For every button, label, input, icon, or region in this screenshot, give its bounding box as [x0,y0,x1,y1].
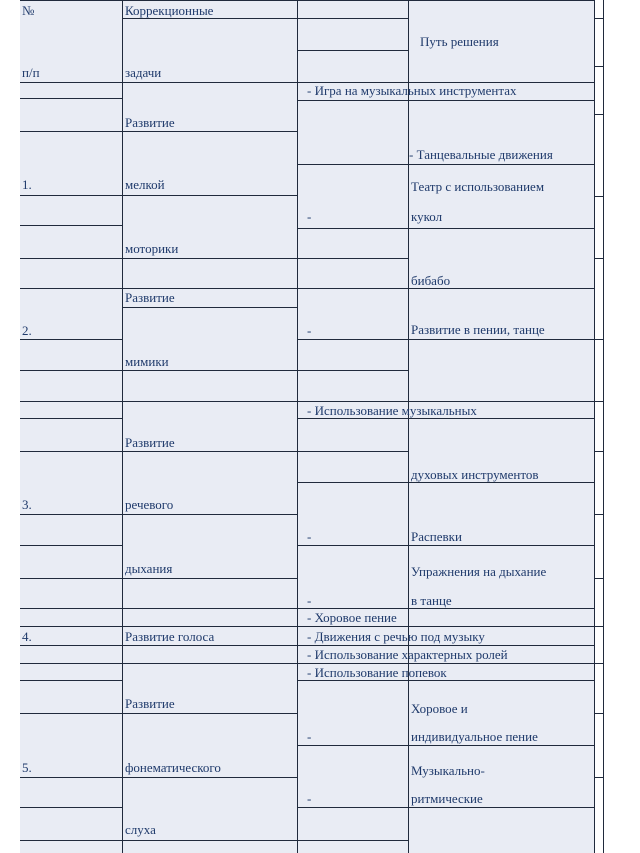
row-4-path-line-3: - Использование характерных ролей [307,647,508,662]
row-1-dash: - [307,209,312,224]
right-margin-column [595,0,603,853]
header-tasks: Коррекционные [125,3,214,18]
row-4-task-line-1: Развитие голоса [125,629,215,644]
row-3-path-line-4: Упражнения на дыхание [411,564,547,579]
row-1-path-line-2: - Танцевальные движения [409,147,553,162]
row-3-path-line-3: Распевки [411,529,462,544]
path-column [409,0,594,853]
row-4-path-line-2: - Движения с речью под музыку [307,629,485,644]
row-4-num: 4. [22,629,32,644]
row-3-path-line-5: в танце [411,593,452,608]
row-3-task-line-2: речевого [125,497,174,512]
header-num: № [22,3,35,18]
row-3-task-line-1: Развитие [125,435,175,450]
row-2-task-line-1: Развитие [125,290,175,305]
dash-column [298,0,408,853]
row-4-path-line-1: - Хоровое пение [307,610,397,625]
header-tasks-2: задачи [125,65,162,80]
row-1-task-line-2: мелкой [125,177,165,192]
row-3-task-line-3: дыхания [125,561,173,576]
row-2-num: 2. [22,323,32,338]
row-1-path-line-1: - Игра на музыкальных инструментах [307,83,517,98]
row-5-dash-2: - [307,791,312,806]
row-2-dash: - [307,323,312,338]
row-5-path-line-1: - Использование попевок [307,665,447,680]
num-column [20,0,122,853]
row-3-path-line-1: - Использование музыкальных [307,403,477,418]
row-1-task-line-3: моторики [125,241,179,256]
row-1-num: 1. [22,177,32,192]
row-5-task-line-3: слуха [125,822,156,837]
row-1-path-line-3: Театр с использованием [411,179,545,194]
row-5-dash-1: - [307,729,312,744]
row-3-num: 3. [22,497,32,512]
header-path: Путь решения [420,34,499,49]
row-1-path-line-5: бибабо [411,273,451,288]
row-2-task-line-2: мимики [125,354,169,369]
row-1-path-line-4: кукол [411,209,443,224]
row-3-dash-1: - [307,529,312,544]
row-3-path-line-2: духовых инструментов [411,467,539,482]
row-5-path-line-4: Музыкально- [411,763,485,778]
row-1-task-line-1: Развитие [125,115,175,130]
row-5-num: 5. [22,760,32,775]
row-5-path-line-3: индивидуальное пение [411,729,538,744]
row-5-task-line-1: Развитие [125,696,175,711]
header-num-2: п/п [22,65,40,80]
row-2-path-line-1: Развитие в пении, танце [411,322,545,337]
row-5-task-line-2: фонематического [125,760,221,775]
row-5-path-line-2: Хоровое и [411,701,468,716]
row-3-dash-2: - [307,593,312,608]
row-5-path-line-5: ритмические [411,791,483,806]
